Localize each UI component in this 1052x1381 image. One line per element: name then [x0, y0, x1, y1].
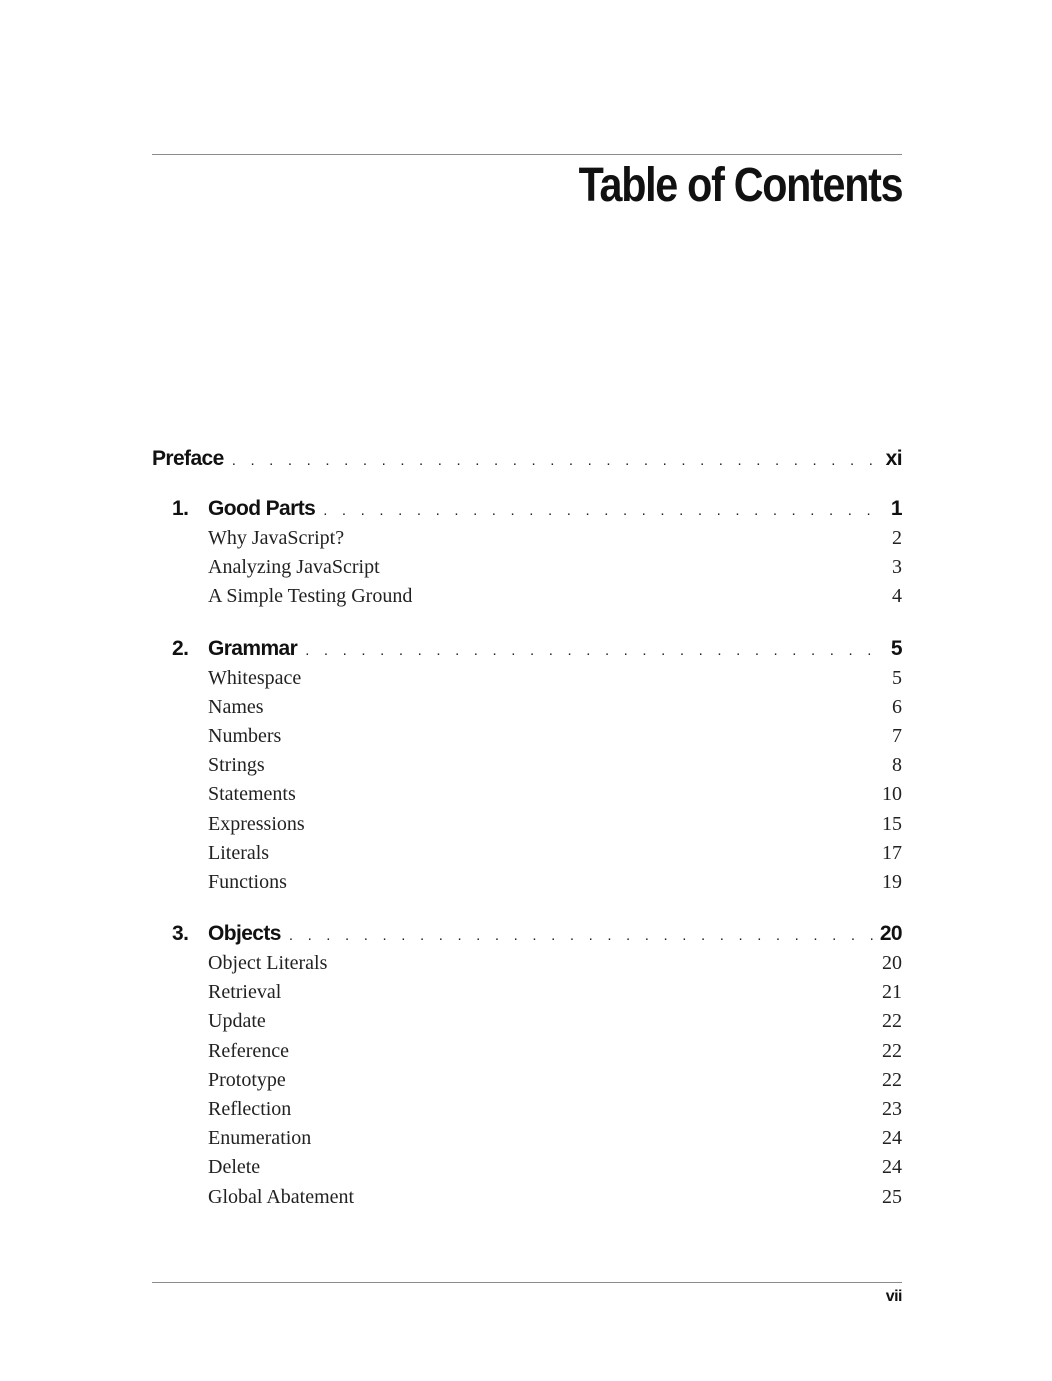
toc-entry-section[interactable] [152, 582, 902, 611]
toc-entry-section[interactable] [152, 1007, 902, 1036]
section-title: Expressions [208, 812, 305, 835]
dot-leader [305, 636, 880, 666]
preface-label: Preface [152, 447, 224, 470]
bottom-rule [152, 1282, 902, 1283]
toc-entry-section[interactable] [152, 722, 902, 751]
toc-entry-chapter[interactable] [152, 919, 902, 949]
toc-entry-section[interactable] [152, 1124, 902, 1153]
section-title: A Simple Testing Ground [208, 585, 413, 608]
toc-entry-section[interactable] [152, 664, 902, 693]
section-page: 4 [892, 585, 902, 608]
toc-entry-section[interactable] [152, 553, 902, 582]
toc-entry-section[interactable] [152, 949, 902, 978]
toc-entry-section[interactable] [152, 524, 902, 553]
section-title: Retrieval [208, 981, 282, 1004]
section-page: 24 [882, 1156, 902, 1179]
section-page: 15 [882, 812, 902, 835]
section-page: 17 [882, 841, 902, 864]
section-page: 24 [882, 1127, 902, 1150]
chapter-number: 2. [172, 636, 189, 660]
chapter-page: 20 [879, 922, 902, 946]
chapter-group [152, 634, 902, 898]
toc-entry-chapter[interactable] [152, 634, 902, 664]
dot-leader [232, 446, 880, 476]
section-title: Prototype [208, 1068, 286, 1091]
page-number: vii [885, 1288, 902, 1305]
section-title: Statements [208, 783, 296, 806]
section-page: 5 [892, 666, 902, 689]
section-page: 10 [882, 783, 902, 806]
section-title: Analyzing JavaScript [208, 556, 380, 579]
toc-entry-section[interactable] [152, 1066, 902, 1095]
chapter-list [152, 494, 902, 1212]
toc-entry-section[interactable] [152, 1153, 902, 1182]
section-page: 6 [892, 695, 902, 718]
preface-page: xi [885, 447, 902, 470]
toc-entry-section[interactable] [152, 810, 902, 839]
section-page: 21 [882, 981, 902, 1004]
section-title: Names [208, 695, 264, 718]
section-page: 22 [882, 1068, 902, 1091]
toc-entry-section[interactable] [152, 780, 902, 809]
dot-leader [289, 921, 874, 951]
chapter-number: 1. [172, 497, 189, 520]
chapter-title: Objects [208, 922, 281, 946]
toc-entry-preface[interactable] [152, 444, 902, 474]
section-title: Delete [208, 1156, 261, 1179]
section-page: 22 [882, 1039, 902, 1062]
toc-entry-section[interactable] [152, 1037, 902, 1066]
page-title: Table of Contents [578, 159, 902, 212]
section-page: 19 [882, 870, 902, 893]
section-title: Literals [208, 841, 270, 864]
table-of-contents [152, 444, 902, 1212]
section-title: Reference [208, 1039, 290, 1062]
section-title: Whitespace [208, 666, 302, 689]
section-title: Strings [208, 754, 265, 777]
chapter-title: Good Parts [208, 497, 316, 520]
chapter-page: 1 [890, 497, 902, 520]
chapter-title: Grammar [208, 636, 298, 660]
section-page: 8 [892, 754, 902, 777]
chapter-group [152, 494, 902, 612]
section-page: 7 [892, 724, 902, 747]
toc-entry-section[interactable] [152, 693, 902, 722]
toc-entry-section[interactable] [152, 868, 902, 897]
section-page: 3 [892, 556, 902, 579]
dot-leader [323, 496, 880, 526]
toc-entry-section[interactable] [152, 978, 902, 1007]
section-title: Reflection [208, 1098, 292, 1120]
chapter-number: 3. [172, 922, 189, 946]
toc-entry-chapter[interactable] [152, 494, 902, 524]
chapter-page: 5 [890, 636, 902, 660]
toc-entry-section[interactable] [152, 751, 902, 780]
toc-entry-section[interactable] [152, 839, 902, 868]
section-page: 2 [892, 527, 902, 549]
section-page: 22 [882, 1010, 902, 1033]
top-rule [152, 154, 902, 155]
section-title: Numbers [208, 724, 282, 747]
section-title: Global Abatement [208, 1185, 355, 1208]
section-title: Why JavaScript? [208, 527, 345, 549]
toc-entry-section[interactable] [152, 1095, 902, 1124]
section-title: Enumeration [208, 1127, 312, 1150]
section-page: 23 [882, 1098, 902, 1120]
section-title: Object Literals [208, 952, 328, 975]
section-title: Functions [208, 870, 287, 893]
chapter-group [152, 919, 902, 1212]
section-page: 20 [882, 952, 902, 975]
section-page: 25 [882, 1185, 902, 1208]
toc-entry-section[interactable] [152, 1183, 902, 1212]
section-title: Update [208, 1010, 266, 1033]
